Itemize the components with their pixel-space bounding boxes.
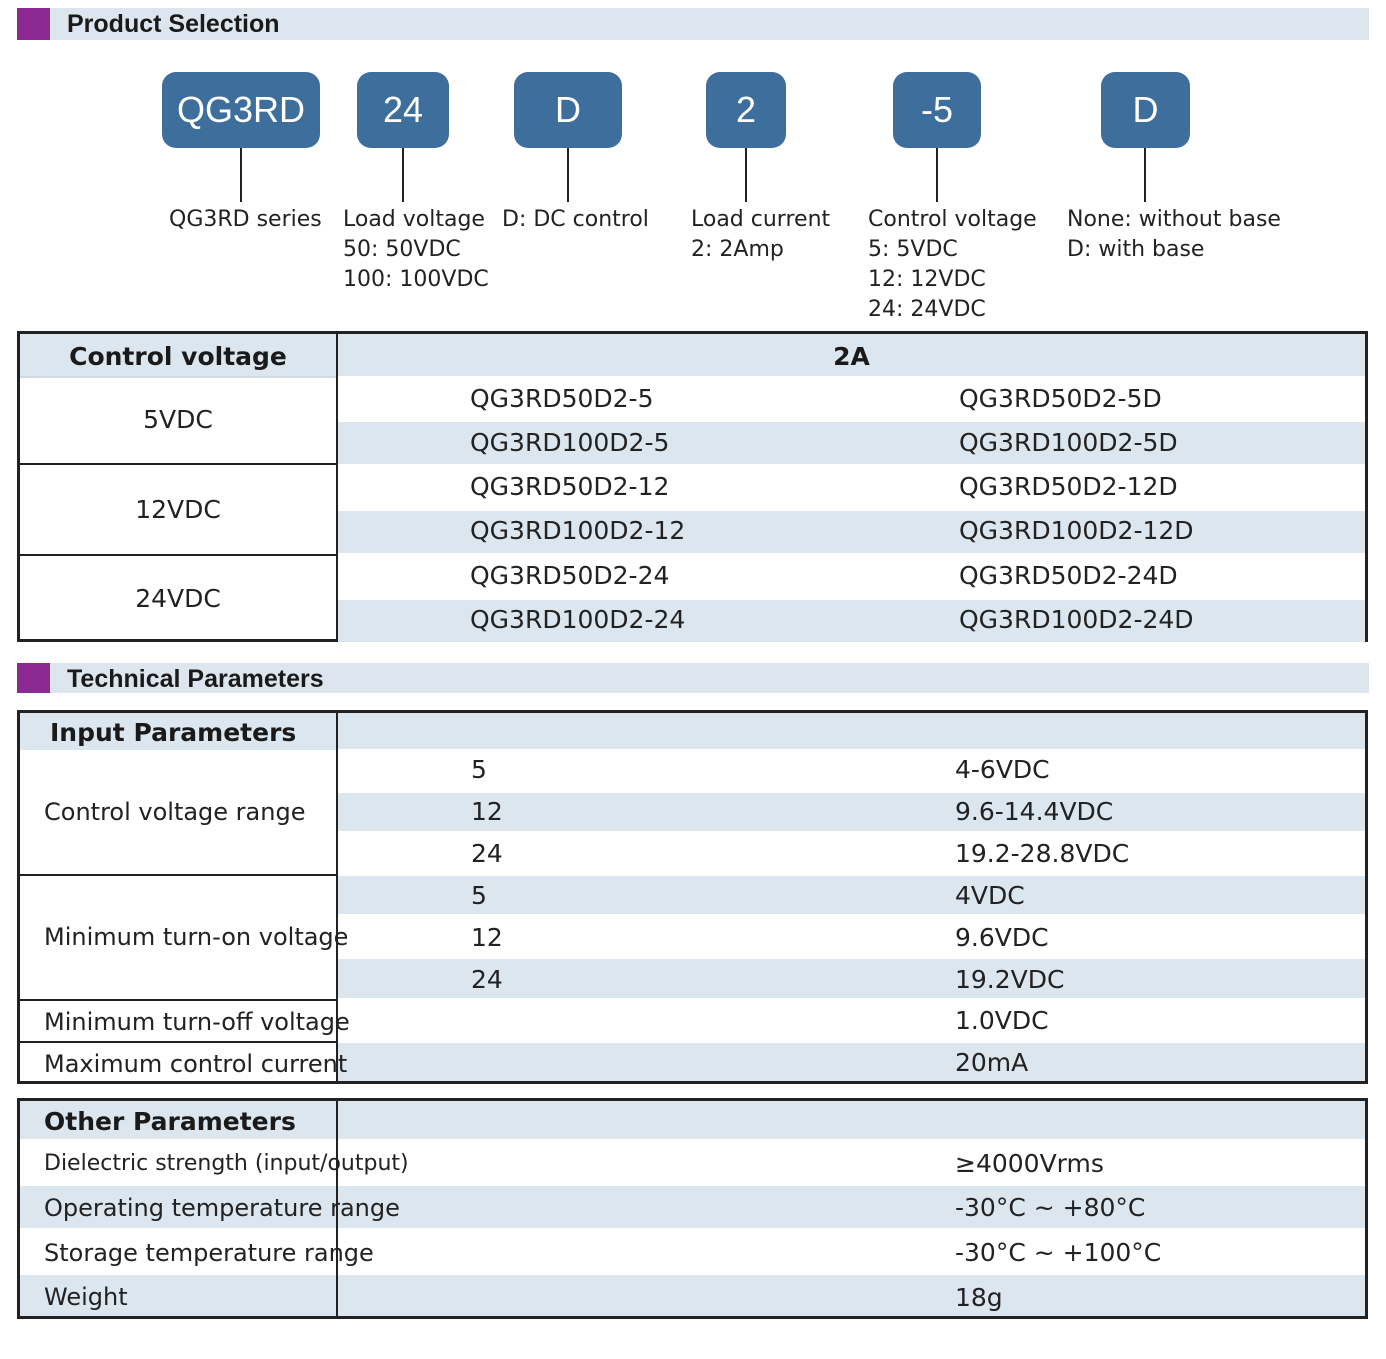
header-control-voltage: Control voltage — [69, 342, 287, 371]
row-separator — [338, 998, 1365, 1001]
group-voltage-5vdc: 5VDC — [143, 405, 213, 434]
group-voltage-12vdc: 12VDC — [135, 495, 221, 524]
column-divider — [336, 334, 338, 639]
other-parameters-table — [17, 1098, 1368, 1319]
row-separator — [338, 508, 1365, 511]
section-header-product-selection — [17, 8, 1369, 40]
param-value: 4-6VDC — [955, 755, 1050, 784]
section-marker-square — [17, 663, 50, 693]
code-pill-load-voltage: 24 — [357, 72, 449, 148]
param-key: 12 — [471, 923, 503, 952]
label-storage-temperature: Storage temperature range — [44, 1239, 374, 1267]
code-desc-load-current: Load current 2: 2Amp — [691, 207, 831, 262]
param-value: 20mA — [955, 1048, 1029, 1077]
code-pill-base: D — [1101, 72, 1190, 148]
row-separator — [338, 464, 1365, 467]
part-number: QG3RD100D2-12 — [470, 516, 686, 545]
param-value: 4VDC — [955, 881, 1025, 910]
code-connector-line — [567, 148, 569, 202]
code-connector-line — [936, 148, 938, 202]
code-connector-line — [1144, 148, 1146, 202]
code-desc-control-type: D: DC control — [502, 207, 649, 232]
header-other-parameters: Other Parameters — [44, 1107, 296, 1136]
code-pill-series: QG3RD — [162, 72, 320, 148]
label-operating-temperature: Operating temperature range — [44, 1194, 400, 1222]
param-value: 18g — [955, 1283, 1003, 1312]
label-min-turn-on-voltage: Minimum turn-on voltage — [44, 923, 349, 951]
row-separator — [338, 597, 1365, 600]
table-row-band — [338, 875, 1365, 915]
section-marker-square — [17, 8, 50, 40]
row-separator — [338, 956, 1365, 959]
label-control-voltage-range: Control voltage range — [44, 798, 306, 826]
section-title: Product Selection — [67, 10, 280, 38]
part-number: QG3RD50D2-24 — [470, 561, 670, 590]
part-number: QG3RD100D2-5D — [959, 428, 1178, 457]
param-value: ≥4000Vrms — [955, 1149, 1104, 1178]
code-connector-line — [240, 148, 242, 202]
param-value: 9.6-14.4VDC — [955, 797, 1114, 826]
label-weight: Weight — [44, 1283, 128, 1311]
param-value: 1.0VDC — [955, 1006, 1049, 1035]
label-max-control-current: Maximum control current — [44, 1050, 348, 1078]
code-connector-line — [402, 148, 404, 202]
row-separator — [338, 914, 1365, 917]
part-number: QG3RD50D2-5D — [959, 384, 1162, 413]
code-pill-control-voltage: -5 — [893, 72, 981, 148]
param-value: -30°C ~ +80°C — [955, 1193, 1146, 1222]
param-value: 19.2VDC — [955, 965, 1065, 994]
part-number: QG3RD100D2-12D — [959, 516, 1194, 545]
part-number: QG3RD50D2-12 — [470, 472, 670, 501]
header-current: 2A — [833, 342, 870, 371]
code-desc-series: QG3RD series — [169, 207, 322, 232]
row-separator — [338, 419, 1365, 422]
part-number: QG3RD100D2-24D — [959, 605, 1194, 634]
table-row-band — [20, 1274, 1365, 1316]
part-number: QG3RD50D2-5 — [470, 384, 654, 413]
row-separator — [338, 873, 1365, 876]
code-desc-control-voltage: Control voltage 5: 5VDC 12: 12VDC 24: 24VDC — [868, 207, 1037, 322]
param-key: 24 — [471, 965, 503, 994]
part-number: QG3RD50D2-24D — [959, 561, 1178, 590]
code-pill-load-current: 2 — [706, 72, 786, 148]
label-min-turn-off-voltage: Minimum turn-off voltage — [44, 1008, 350, 1036]
param-value: 19.2-28.8VDC — [955, 839, 1130, 868]
part-number: QG3RD50D2-12D — [959, 472, 1178, 501]
row-separator — [338, 749, 1365, 752]
part-number: QG3RD100D2-24 — [470, 605, 686, 634]
code-desc-base: None: without base D: with base — [1067, 207, 1281, 262]
part-number: QG3RD100D2-5 — [470, 428, 670, 457]
section-title: Technical Parameters — [67, 665, 324, 693]
row-separator — [338, 553, 1365, 556]
param-key: 24 — [471, 839, 503, 868]
input-parameters-table — [17, 710, 1368, 1084]
code-pill-control-type: D — [514, 72, 622, 148]
param-value: 9.6VDC — [955, 923, 1049, 952]
code-connector-line — [745, 148, 747, 202]
table-row-band — [338, 1042, 1365, 1081]
row-separator — [338, 1040, 1365, 1043]
header-input-parameters: Input Parameters — [50, 718, 297, 747]
label-dielectric-strength: Dielectric strength (input/output) — [44, 1151, 409, 1176]
group-voltage-24vdc: 24VDC — [135, 584, 221, 613]
code-desc-load-voltage: Load voltage 50: 50VDC 100: 100VDC — [343, 207, 489, 292]
param-key: 5 — [471, 755, 487, 784]
param-value: -30°C ~ +100°C — [955, 1238, 1162, 1267]
row-separator — [338, 790, 1365, 793]
param-key: 5 — [471, 881, 487, 910]
row-separator — [338, 831, 1365, 834]
param-key: 12 — [471, 797, 503, 826]
section-header-technical-parameters — [17, 663, 1369, 693]
selection-table — [17, 331, 1368, 642]
